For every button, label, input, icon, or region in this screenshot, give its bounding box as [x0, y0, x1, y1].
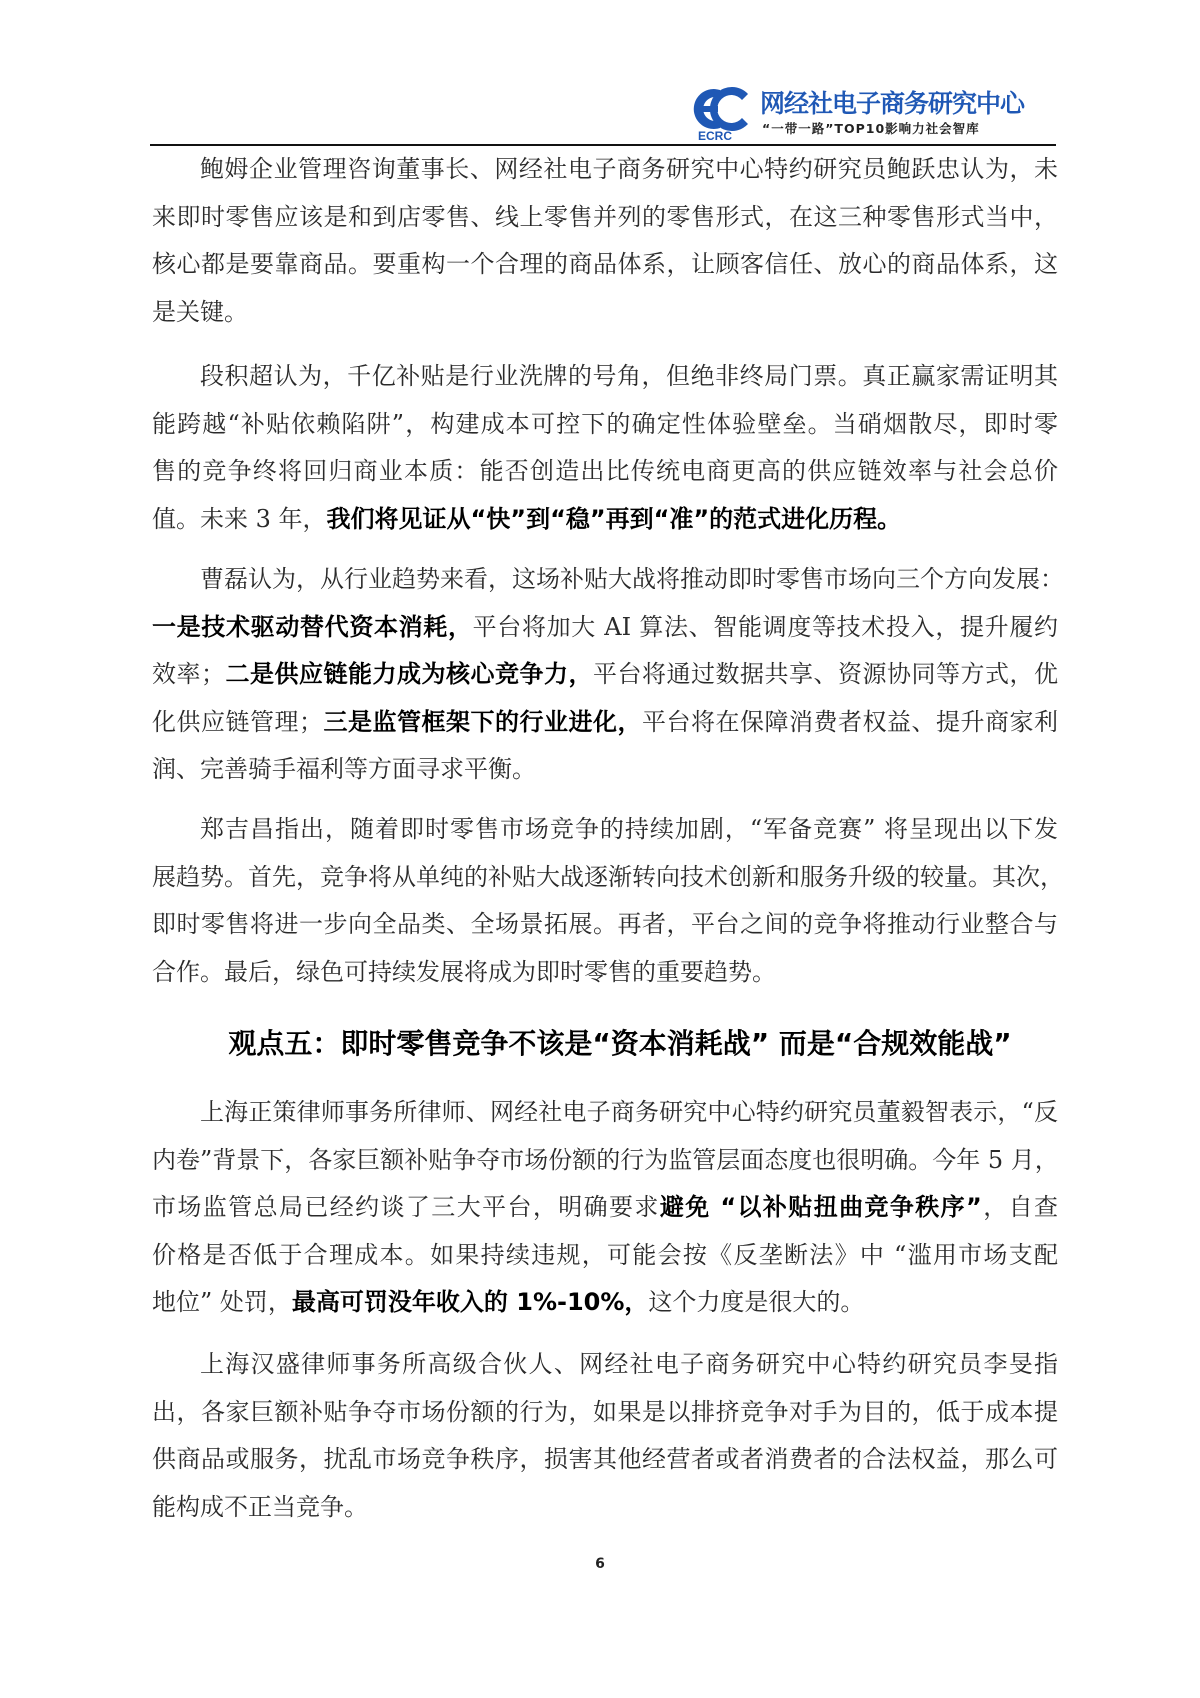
text: 即时零售将进一步向全品类、全场景拓展。再者，平台之间的竞争将推动行业整合与 — [152, 910, 1058, 938]
page-number: 6 — [595, 1556, 605, 1572]
text: 市场监管总局已经约谈了三大平台，明确要求 — [152, 1193, 660, 1221]
text: 售的竞争终将回归商业本质：能否创造出比传统电商更高的供应链效率与社会总价 — [152, 457, 1058, 485]
text-line — [152, 651, 1058, 699]
text: 核心都是要靠商品。要重构一个合理的商品体系，让顾客信任、放心的商品体系，这 — [152, 250, 1058, 278]
text: 鲍姆企业管理咨询董事长、网经社电子商务研究中心特约研究员鲍跃忠认为，未 — [200, 155, 1058, 183]
text-line — [152, 289, 1058, 337]
logo-abbr: ECRC — [698, 129, 733, 143]
text-line — [152, 1184, 1058, 1232]
bold-text: 我们将见证从“快”到“稳”再到“准”的范式进化历程。 — [326, 504, 902, 533]
text-line — [152, 496, 1058, 544]
paragraph — [152, 556, 1064, 794]
text-line — [152, 194, 1058, 242]
text-line — [152, 746, 1058, 794]
text-line — [152, 604, 1058, 652]
text-line — [152, 241, 1058, 289]
text-line — [152, 806, 1058, 854]
text: 平台将通过数据共享、资源协同等方式，优 — [593, 660, 1058, 688]
text-line — [152, 556, 1064, 604]
text-line — [152, 1389, 1058, 1437]
text-line — [152, 401, 1058, 449]
text-line — [152, 1436, 1058, 1484]
text: 来即时零售应该是和到店零售、线上零售并列的零售形式，在这三种零售形式当中， — [152, 202, 1058, 231]
text: 这个力度是很大的。 — [648, 1288, 865, 1316]
text-line — [152, 448, 1058, 496]
paragraph — [152, 353, 1058, 543]
section-heading: 观点五：即时零售竞争不该是“资本消耗战” 而是“合规效能战” — [228, 1027, 1012, 1060]
text: 平台将在保障消费者权益、提升商家利 — [642, 707, 1058, 736]
text: 化供应链管理； — [152, 707, 323, 736]
text: 价格是否低于合理成本。如果持续违规，可能会按《反垄断法》中 “滥用市场支配 — [152, 1240, 1058, 1269]
text-line — [152, 949, 1058, 997]
text: 郑吉昌指出，随着即时零售市场竞争的持续加剧，“军备竞赛” 将呈现出以下发 — [200, 815, 1058, 843]
text-line — [152, 854, 1064, 902]
text: 出，各家巨额补贴争夺市场份额的行为，如果是以排挤竞争对手为目的，低于成本提 — [152, 1397, 1058, 1426]
text-line — [152, 1484, 1058, 1532]
bold-text: 一是技术驱动替代资本消耗， — [152, 612, 473, 641]
text: 润、完善骑手福利等方面寻求平衡。 — [152, 755, 536, 783]
text: 是关键。 — [152, 297, 248, 326]
text-line — [152, 146, 1058, 194]
text: 地位” 处罚， — [152, 1288, 292, 1316]
text: 上海汉盛律师事务所高级合伙人、网经社电子商务研究中心特约研究员李旻指 — [200, 1350, 1058, 1378]
text: 合作。最后，绿色可持续发展将成为即时零售的重要趋势。 — [152, 957, 776, 986]
text-line — [152, 1279, 1058, 1327]
text-line — [152, 353, 1058, 401]
text: 效率； — [152, 660, 225, 688]
text: 展趋势。首先，竞争将从单纯的补贴大战逐渐转向技术创新和服务升级的较量。其次， — [152, 862, 1064, 891]
ecrc-logo — [690, 84, 1035, 142]
text: 曹磊认为，从行业趋势来看，这场补贴大战将推动即时零售市场向三个方向发展： — [200, 565, 1064, 593]
text-line — [152, 1089, 1058, 1137]
paragraph — [152, 1089, 1058, 1327]
text: 能跨越“补贴依赖陷阱”，构建成本可控下的确定性体验壁垒。当硝烟散尽，即时零 — [152, 409, 1058, 438]
text-line — [152, 901, 1058, 949]
text: 能构成不正当竞争。 — [152, 1492, 368, 1521]
text: 值。未来 3 年， — [152, 504, 327, 533]
logo-subtitle: “一带一路”TOP10影响力社会智库 — [762, 121, 980, 136]
text: 供商品或服务，扰乱市场竞争秩序，损害其他经营者或者消费者的合法权益，那么可 — [152, 1445, 1058, 1473]
text-line — [152, 1341, 1058, 1389]
text: 平台将加大 AI 算法、智能调度等技术投入，提升履约 — [472, 612, 1058, 641]
logo-title: 网经社电子商务研究中心 — [760, 89, 1025, 118]
text: 内卷”背景下，各家巨额补贴争夺市场份额的行为监管层面态度也很明确。今年 5 月， — [152, 1145, 1059, 1174]
paragraph — [152, 806, 1064, 996]
paragraph — [152, 146, 1058, 336]
text: ，自查 — [981, 1193, 1059, 1221]
bold-text: 避免 “以补贴扭曲竞争秩序” — [659, 1193, 982, 1221]
paragraph — [152, 1341, 1058, 1531]
text: 上海正策律师事务所律师、网经社电子商务研究中心特约研究员董毅智表示，“反 — [200, 1098, 1058, 1126]
bold-text: 二是供应链能力成为核心竞争力， — [225, 660, 593, 688]
text-line — [152, 699, 1058, 747]
bold-text: 最高可罚没年收入的 1%-10%， — [291, 1288, 649, 1316]
bold-text: 三是监管框架下的行业进化， — [323, 707, 642, 736]
text-line — [152, 1232, 1058, 1280]
text: 段积超认为，千亿补贴是行业洗牌的号角，但绝非终局门票。真正赢家需证明其 — [200, 362, 1058, 390]
text-line — [152, 1137, 1058, 1185]
